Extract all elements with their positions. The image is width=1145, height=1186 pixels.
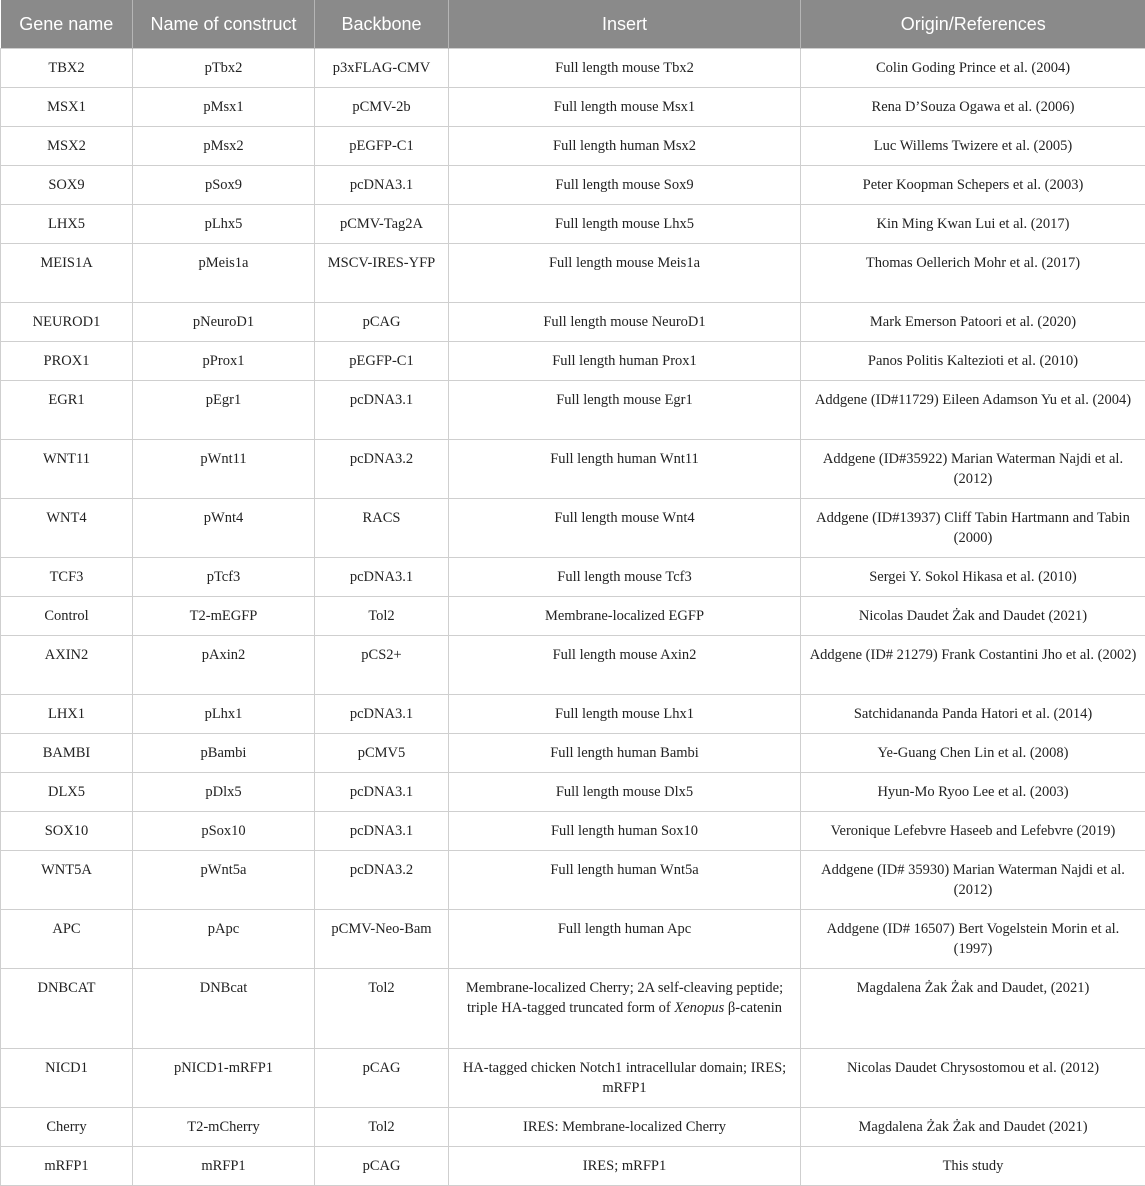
cell-gene: MSX2 — [1, 127, 133, 166]
cell-insert: HA-tagged chicken Notch1 intracellular domain; IRES; mRFP1 — [449, 1049, 801, 1108]
cell-gene: mRFP1 — [1, 1147, 133, 1186]
cell-construct: pLhx1 — [133, 695, 315, 734]
cell-construct: pNICD1-mRFP1 — [133, 1049, 315, 1108]
cell-construct: pApc — [133, 910, 315, 969]
table-row — [1, 303, 1145, 342]
cell-construct: pTcf3 — [133, 558, 315, 597]
cell-construct: pWnt4 — [133, 499, 315, 558]
table-row — [1, 342, 1145, 381]
cell-insert: Full length mouse NeuroD1 — [449, 303, 801, 342]
cell-backbone: pCS2+ — [315, 636, 449, 695]
cell-backbone: pcDNA3.1 — [315, 166, 449, 205]
cell-gene: Control — [1, 597, 133, 636]
cell-insert: IRES: Membrane-localized Cherry — [449, 1108, 801, 1147]
cell-backbone: pcDNA3.1 — [315, 773, 449, 812]
cell-backbone: pCMV-Neo-Bam — [315, 910, 449, 969]
insert-text: Membrane-localized Cherry; 2A self-cleaving peptide; triple HA-tagged truncated form of — [466, 980, 783, 1016]
cell-insert: Full length human Msx2 — [449, 127, 801, 166]
cell-origin: Addgene (ID# 35930) Marian Waterman Najdi et al. (2012) — [801, 851, 1145, 910]
cell-construct: pAxin2 — [133, 636, 315, 695]
cell-construct: pWnt5a — [133, 851, 315, 910]
cell-backbone: MSCV-IRES-YFP — [315, 244, 449, 303]
cell-origin: Addgene (ID#11729) Eileen Adamson Yu et al. (2004) — [801, 381, 1145, 440]
header-row — [1, 0, 1145, 49]
cell-insert: Full length mouse Tbx2 — [449, 49, 801, 88]
cell-gene: LHX1 — [1, 695, 133, 734]
cell-construct: pMeis1a — [133, 244, 315, 303]
table-row — [1, 205, 1145, 244]
cell-backbone: pCMV5 — [315, 734, 449, 773]
cell-insert: Full length mouse Meis1a — [449, 244, 801, 303]
cell-insert: Full length human Apc — [449, 910, 801, 969]
cell-backbone: pcDNA3.1 — [315, 695, 449, 734]
header-gene-name: Gene name — [1, 0, 133, 49]
cell-gene: SOX10 — [1, 812, 133, 851]
cell-gene: EGR1 — [1, 381, 133, 440]
cell-construct: mRFP1 — [133, 1147, 315, 1186]
cell-origin: Mark Emerson Patoori et al. (2020) — [801, 303, 1145, 342]
header-insert: Insert — [449, 0, 801, 49]
cell-origin: Veronique Lefebvre Haseeb and Lefebvre (2019) — [801, 812, 1145, 851]
cell-gene: DLX5 — [1, 773, 133, 812]
cell-construct: pEgr1 — [133, 381, 315, 440]
table-row — [1, 1108, 1145, 1147]
cell-construct: pSox9 — [133, 166, 315, 205]
table-row — [1, 1049, 1145, 1108]
cell-insert: IRES; mRFP1 — [449, 1147, 801, 1186]
cell-origin: Luc Willems Twizere et al. (2005) — [801, 127, 1145, 166]
cell-insert: Full length human Bambi — [449, 734, 801, 773]
cell-origin: Thomas Oellerich Mohr et al. (2017) — [801, 244, 1145, 303]
cell-origin: Magdalena Żak Żak and Daudet, (2021) — [801, 969, 1145, 1049]
cell-gene: WNT4 — [1, 499, 133, 558]
cell-origin: Addgene (ID# 16507) Bert Vogelstein Morin et al. (1997) — [801, 910, 1145, 969]
cell-construct: pBambi — [133, 734, 315, 773]
insert-tail: β-catenin — [724, 1000, 782, 1016]
cell-construct: pTbx2 — [133, 49, 315, 88]
table-row — [1, 773, 1145, 812]
cell-backbone: pcDNA3.2 — [315, 440, 449, 499]
cell-insert: Full length human Prox1 — [449, 342, 801, 381]
cell-insert: Full length mouse Axin2 — [449, 636, 801, 695]
cell-insert: Full length mouse Egr1 — [449, 381, 801, 440]
cell-gene: NEUROD1 — [1, 303, 133, 342]
cell-insert: Full length human Sox10 — [449, 812, 801, 851]
cell-gene: TBX2 — [1, 49, 133, 88]
cell-construct: pProx1 — [133, 342, 315, 381]
cell-gene: Cherry — [1, 1108, 133, 1147]
cell-insert: Full length mouse Msx1 — [449, 88, 801, 127]
cell-insert: Full length human Wnt5a — [449, 851, 801, 910]
cell-origin: This study — [801, 1147, 1145, 1186]
cell-backbone: pCAG — [315, 303, 449, 342]
cell-backbone: pcDNA3.1 — [315, 812, 449, 851]
cell-backbone: pCMV-Tag2A — [315, 205, 449, 244]
cell-insert: Full length mouse Lhx1 — [449, 695, 801, 734]
cell-backbone: Tol2 — [315, 969, 449, 1049]
table-row — [1, 127, 1145, 166]
cell-backbone: Tol2 — [315, 597, 449, 636]
insert-species-italic: Xenopus — [674, 1000, 724, 1016]
cell-origin: Panos Politis Kaltezioti et al. (2010) — [801, 342, 1145, 381]
cell-backbone: pEGFP-C1 — [315, 342, 449, 381]
table-row — [1, 734, 1145, 773]
cell-construct: pNeuroD1 — [133, 303, 315, 342]
cell-insert: Full length human Wnt11 — [449, 440, 801, 499]
cell-insert: Full length mouse Tcf3 — [449, 558, 801, 597]
cell-gene: WNT11 — [1, 440, 133, 499]
cell-insert: Membrane-localized EGFP — [449, 597, 801, 636]
table-row — [1, 440, 1145, 499]
cell-backbone: pCMV-2b — [315, 88, 449, 127]
table-row — [1, 558, 1145, 597]
cell-backbone: pcDNA3.1 — [315, 558, 449, 597]
cell-gene: PROX1 — [1, 342, 133, 381]
cell-gene: APC — [1, 910, 133, 969]
cell-origin: Peter Koopman Schepers et al. (2003) — [801, 166, 1145, 205]
cell-construct: T2-mCherry — [133, 1108, 315, 1147]
table-row — [1, 1147, 1145, 1186]
cell-insert: Full length mouse Dlx5 — [449, 773, 801, 812]
cell-construct: pWnt11 — [133, 440, 315, 499]
header-construct-name: Name of construct — [133, 0, 315, 49]
cell-insert: Full length mouse Wnt4 — [449, 499, 801, 558]
cell-origin: Nicolas Daudet Chrysostomou et al. (2012) — [801, 1049, 1145, 1108]
cell-construct: DNBcat — [133, 969, 315, 1049]
cell-insert: Full length mouse Sox9 — [449, 166, 801, 205]
cell-gene: TCF3 — [1, 558, 133, 597]
table-row — [1, 910, 1145, 969]
cell-gene: LHX5 — [1, 205, 133, 244]
table-row — [1, 969, 1145, 1049]
cell-gene: MSX1 — [1, 88, 133, 127]
table-row — [1, 49, 1145, 88]
table-row — [1, 166, 1145, 205]
cell-backbone: pCAG — [315, 1147, 449, 1186]
cell-origin: Ye-Guang Chen Lin et al. (2008) — [801, 734, 1145, 773]
table-row — [1, 499, 1145, 558]
cell-origin: Sergei Y. Sokol Hikasa et al. (2010) — [801, 558, 1145, 597]
cell-construct: T2-mEGFP — [133, 597, 315, 636]
cell-gene: NICD1 — [1, 1049, 133, 1108]
cell-construct: pDlx5 — [133, 773, 315, 812]
cell-origin: Addgene (ID#35922) Marian Waterman Najdi et al. (2012) — [801, 440, 1145, 499]
cell-origin: Colin Goding Prince et al. (2004) — [801, 49, 1145, 88]
cell-gene: MEIS1A — [1, 244, 133, 303]
cell-backbone: pEGFP-C1 — [315, 127, 449, 166]
cell-gene: WNT5A — [1, 851, 133, 910]
cell-backbone: Tol2 — [315, 1108, 449, 1147]
cell-gene: BAMBI — [1, 734, 133, 773]
table-row — [1, 88, 1145, 127]
cell-backbone: pcDNA3.2 — [315, 851, 449, 910]
cell-construct: pMsx2 — [133, 127, 315, 166]
header-origin-references: Origin/References — [801, 0, 1145, 49]
cell-construct: pMsx1 — [133, 88, 315, 127]
cell-origin: Kin Ming Kwan Lui et al. (2017) — [801, 205, 1145, 244]
cell-construct: pLhx5 — [133, 205, 315, 244]
cell-origin: Addgene (ID# 21279) Frank Costantini Jho et al. (2002) — [801, 636, 1145, 695]
table-row — [1, 244, 1145, 303]
cell-origin: Magdalena Żak Żak and Daudet (2021) — [801, 1108, 1145, 1147]
cell-backbone: pcDNA3.1 — [315, 381, 449, 440]
table-row — [1, 597, 1145, 636]
table-row — [1, 812, 1145, 851]
cell-backbone: p3xFLAG-CMV — [315, 49, 449, 88]
cell-insert: Full length mouse Lhx5 — [449, 205, 801, 244]
cell-gene: DNBCAT — [1, 969, 133, 1049]
cell-origin: Rena D’Souza Ogawa et al. (2006) — [801, 88, 1145, 127]
cell-backbone: RACS — [315, 499, 449, 558]
table-row — [1, 851, 1145, 910]
cell-origin: Hyun-Mo Ryoo Lee et al. (2003) — [801, 773, 1145, 812]
cell-origin: Nicolas Daudet Żak and Daudet (2021) — [801, 597, 1145, 636]
cell-origin: Addgene (ID#13937) Cliff Tabin Hartmann and Tabin (2000) — [801, 499, 1145, 558]
table-row — [1, 636, 1145, 695]
cell-gene: SOX9 — [1, 166, 133, 205]
cell-construct: pSox10 — [133, 812, 315, 851]
table-row — [1, 695, 1145, 734]
cell-insert — [449, 969, 801, 1049]
cell-origin: Satchidananda Panda Hatori et al. (2014) — [801, 695, 1145, 734]
cell-backbone: pCAG — [315, 1049, 449, 1108]
table-row — [1, 381, 1145, 440]
cell-gene: AXIN2 — [1, 636, 133, 695]
header-backbone: Backbone — [315, 0, 449, 49]
